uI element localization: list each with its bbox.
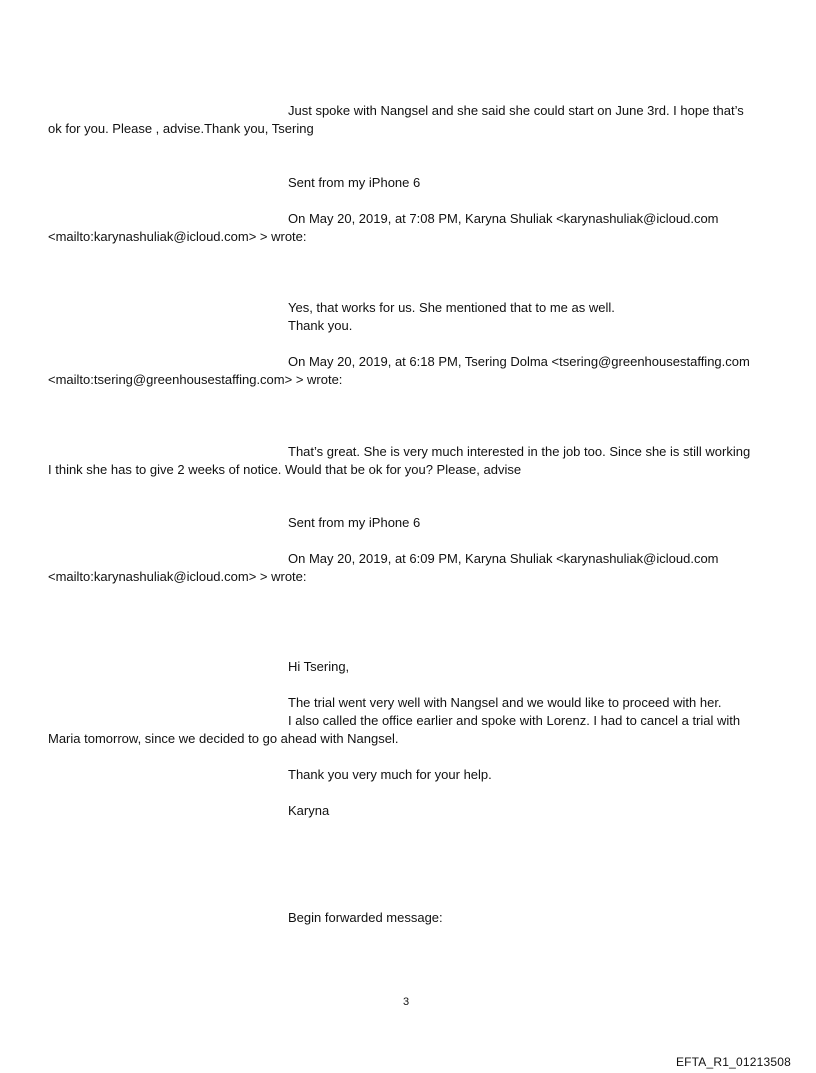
quote1-line2: <mailto:karynashuliak@icloud.com> > wrote:: [48, 229, 307, 244]
msg4-line3: Maria tomorrow, since we decided to go ahead with Nangsel.: [48, 731, 399, 746]
msg3-signature: Sent from my iPhone 6: [288, 515, 421, 530]
msg4-line1: The trial went very well with Nangsel and we would like to proceed with her.: [288, 695, 722, 710]
msg4-line2: I also called the office earlier and spoke with Lorenz. I had to cancel a trial with: [288, 713, 741, 728]
quote2-line2: <mailto:tsering@greenhousestaffing.com> > wrote:: [48, 372, 343, 387]
msg3-line2: I think she has to give 2 weeks of notice. Would that be ok for you? Please, advise: [48, 462, 522, 477]
msg4-signoff: Karyna: [288, 803, 330, 818]
msg1-line2: ok for you. Please , advise.Thank you, Tsering: [48, 121, 314, 136]
quote1-line1: On May 20, 2019, at 7:08 PM, Karyna Shuliak <karynashuliak@icloud.com: [288, 211, 719, 226]
quote3-line1: On May 20, 2019, at 6:09 PM, Karyna Shuliak <karynashuliak@icloud.com: [288, 551, 719, 566]
document-id: EFTA_R1_01213508: [675, 1055, 791, 1069]
msg1-line1: Just spoke with Nangsel and she said she could start on June 3rd. I hope that’s: [288, 103, 744, 118]
msg3-line1: That’s great. She is very much interested in the job too. Since she is still working: [288, 444, 751, 459]
msg1-signature: Sent from my iPhone 6: [288, 175, 421, 190]
msg2-line1: Yes, that works for us. She mentioned that to me as well.: [288, 300, 615, 315]
msg4-thanks: Thank you very much for your help.: [288, 767, 492, 782]
quote3-line2: <mailto:karynashuliak@icloud.com> > wrote:: [48, 569, 307, 584]
forwarded-header: Begin forwarded message:: [288, 910, 443, 925]
msg2-line2: Thank you.: [288, 318, 353, 333]
page-number: 3: [403, 996, 410, 1008]
quote2-line1: On May 20, 2019, at 6:18 PM, Tsering Dolma <tsering@greenhousestaffing.com: [288, 354, 750, 369]
msg4-greeting: Hi Tsering,: [288, 659, 350, 674]
